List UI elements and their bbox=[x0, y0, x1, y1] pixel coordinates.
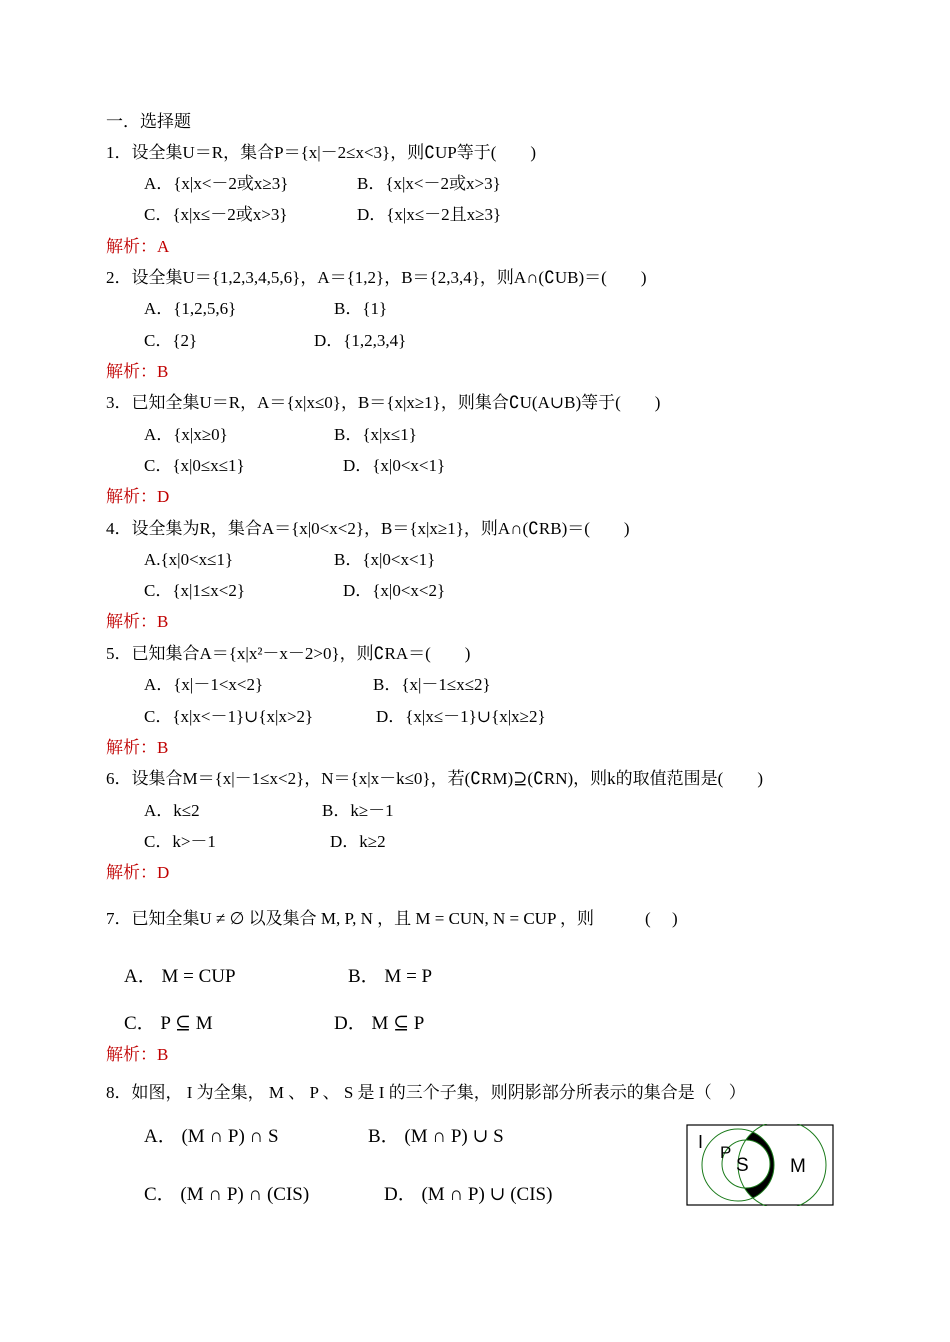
question-4-option-a: A.{x|0<x≤1} bbox=[144, 550, 234, 569]
question-3-stem: 3．已知全集U＝R，A＝{x|x≤0}，B＝{x|x≥1}，则集合∁U(A∪B)等于( ) bbox=[106, 393, 661, 412]
question-2-option-d: D．{1,2,3,4} bbox=[314, 331, 407, 350]
question-7-option-c: C． P ⊆ M bbox=[124, 1013, 213, 1034]
question-7-option-a: A． M = CUP bbox=[124, 966, 236, 987]
question-8-stem: 8．如图， I 为全集， M 、 P 、 S 是 I 的三个子集，则阴影部分所表示的集合是（ ） bbox=[106, 1083, 746, 1102]
question-1-option-d: D．{x|x≤－2且x≥3} bbox=[357, 205, 502, 224]
question-4-option-c: C．{x|1≤x<2} bbox=[144, 581, 245, 600]
question-3-answer: 解析：D bbox=[106, 487, 170, 506]
question-5-option-d: D．{x|x≤－1}∪{x|x≥2} bbox=[376, 707, 546, 726]
label-p: P bbox=[720, 1143, 732, 1162]
question-8-option-c: C． (M ∩ P) ∩ (CIS) bbox=[144, 1184, 310, 1205]
question-2-option-a: A．{1,2,5,6} bbox=[144, 299, 237, 318]
question-3-option-b: B．{x|x≤1} bbox=[334, 425, 417, 444]
question-2-stem: 2．设全集U＝{1,2,3,4,5,6}，A＝{1,2}，B＝{2,3,4}，则A∩(∁UB)＝( ) bbox=[106, 268, 647, 287]
section-title: 一．选择题 bbox=[106, 112, 191, 131]
question-6-option-a: A．k≤2 bbox=[144, 801, 200, 820]
question-2-option-c: C．{2} bbox=[144, 331, 198, 350]
label-s: S bbox=[736, 1155, 749, 1176]
question-5-stem: 5．已知集合A＝{x|x²－x－2>0}，则∁RA＝( ) bbox=[106, 644, 471, 663]
question-1-option-c: C．{x|x≤－2或x>3} bbox=[144, 205, 288, 224]
question-6-option-b: B．k≥－1 bbox=[322, 801, 394, 820]
question-2-option-b: B．{1} bbox=[334, 299, 388, 318]
label-m: M bbox=[790, 1156, 806, 1177]
label-i: I bbox=[698, 1132, 704, 1152]
question-1-option-a: A．{x|x<－2或x≥3} bbox=[144, 174, 289, 193]
question-7-answer: 解析：B bbox=[106, 1045, 169, 1064]
question-5-answer: 解析：B bbox=[106, 738, 169, 757]
question-7-stem: 7．已知全集U ≠ ∅ 以及集合 M, P, N ，且 M = CUN, N = CUP ，则 ( ) bbox=[106, 909, 678, 928]
question-8-option-a: A． (M ∩ P) ∩ S bbox=[144, 1126, 279, 1147]
question-8-option-d: D． (M ∩ P) ∪ (CIS) bbox=[384, 1184, 553, 1205]
question-6-stem: 6．设集合M＝{x|－1≤x<2}，N＝{x|x－k≤0}，若(∁RM)⊇(∁RN)，则k的取值范围是( ) bbox=[106, 769, 763, 788]
question-4-option-d: D．{x|0<x<2} bbox=[343, 581, 446, 600]
question-5-option-b: B．{x|－1≤x≤2} bbox=[373, 675, 491, 694]
question-3-option-c: C．{x|0≤x≤1} bbox=[144, 456, 245, 475]
question-5-option-c: C．{x|x<－1}∪{x|x>2} bbox=[144, 707, 314, 726]
question-3-option-d: D．{x|0<x<1} bbox=[343, 456, 446, 475]
question-5-option-a: A．{x|－1<x<2} bbox=[144, 675, 264, 694]
question-1-option-b: B．{x|x<－2或x>3} bbox=[357, 174, 501, 193]
question-7-option-b: B． M = P bbox=[348, 966, 433, 987]
question-6-answer: 解析：D bbox=[106, 863, 170, 882]
question-8-option-b: B． (M ∩ P) ∪ S bbox=[368, 1126, 504, 1147]
question-2-answer: 解析：B bbox=[106, 362, 169, 381]
venn-diagram bbox=[686, 1124, 834, 1206]
question-1-stem: 1．设全集U＝R，集合P＝{x|－2≤x<3}，则∁UP等于( ) bbox=[106, 143, 537, 162]
question-6-option-c: C．k>－1 bbox=[144, 832, 216, 851]
question-7-option-d: D． M ⊆ P bbox=[334, 1013, 425, 1034]
question-4-stem: 4．设全集为R，集合A＝{x|0<x<2}，B＝{x|x≥1}，则A∩(∁RB)＝( ) bbox=[106, 519, 630, 538]
question-4-option-b: B．{x|0<x<1} bbox=[334, 550, 436, 569]
question-1-answer: 解析：A bbox=[106, 237, 170, 256]
question-3-option-a: A．{x|x≥0} bbox=[144, 425, 228, 444]
question-4-answer: 解析：B bbox=[106, 612, 169, 631]
question-6-option-d: D．k≥2 bbox=[330, 832, 386, 851]
